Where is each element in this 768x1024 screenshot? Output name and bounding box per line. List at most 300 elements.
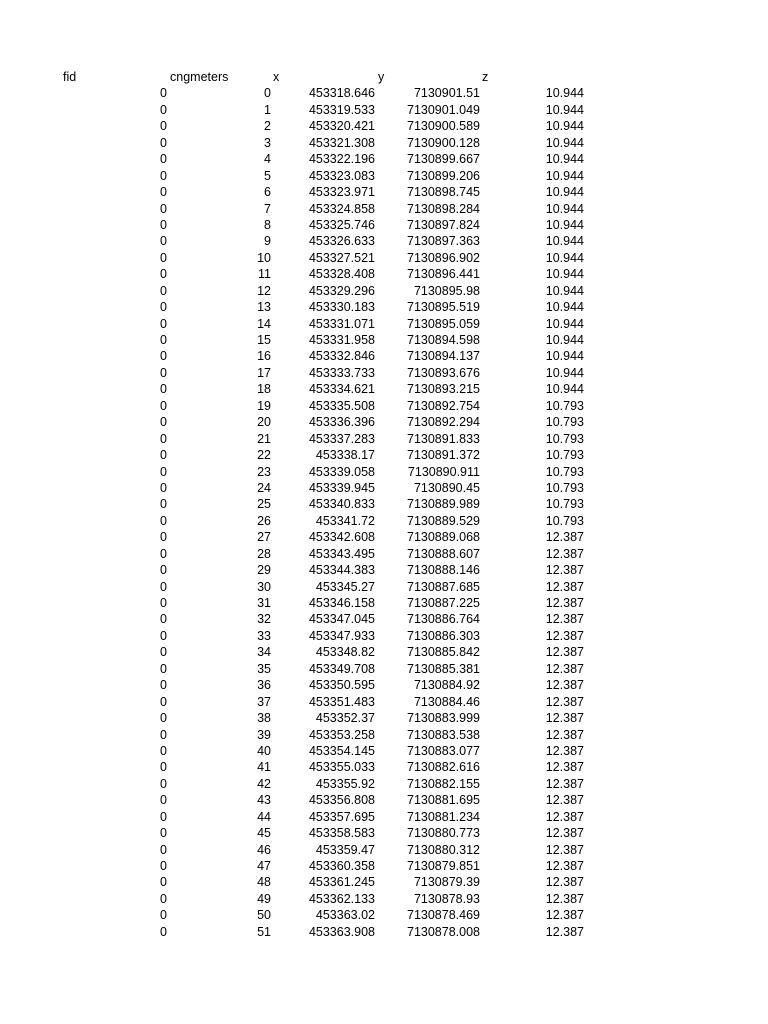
cell-fid: 0 bbox=[160, 826, 167, 841]
cell-y: 7130897.363 bbox=[407, 234, 480, 249]
cell-z: 10.793 bbox=[545, 497, 584, 512]
cell-z: 10.944 bbox=[545, 300, 584, 315]
cell-x: 453361.245 bbox=[308, 875, 375, 890]
cell-cngmeters: 18 bbox=[257, 382, 271, 397]
cell-y: 7130891.833 bbox=[407, 431, 480, 446]
cell-x: 453339.945 bbox=[308, 480, 375, 495]
cell-y: 7130883.999 bbox=[407, 711, 480, 726]
cell-cngmeters: 43 bbox=[257, 793, 271, 808]
cell-y: 7130885.842 bbox=[407, 645, 480, 660]
cell-x: 453348.82 bbox=[315, 645, 375, 660]
cell-x: 453337.283 bbox=[308, 431, 375, 446]
cell-z: 10.944 bbox=[545, 283, 584, 298]
cell-fid: 0 bbox=[160, 250, 167, 265]
cell-fid: 0 bbox=[160, 201, 167, 216]
cell-z: 10.944 bbox=[545, 152, 584, 167]
cell-y: 7130882.155 bbox=[407, 776, 480, 791]
cell-z: 10.944 bbox=[545, 102, 584, 117]
cell-cngmeters: 4 bbox=[264, 152, 271, 167]
cell-y: 7130893.215 bbox=[407, 382, 480, 397]
cell-cngmeters: 6 bbox=[264, 185, 271, 200]
cell-y: 7130898.745 bbox=[407, 185, 480, 200]
cell-y: 7130896.902 bbox=[407, 250, 480, 265]
cell-y: 7130894.598 bbox=[407, 333, 480, 347]
table-row bbox=[0, 579, 768, 595]
cell-z: 10.793 bbox=[545, 513, 584, 528]
cell-cngmeters: 21 bbox=[257, 431, 271, 446]
cell-cngmeters: 40 bbox=[257, 743, 271, 758]
cell-fid: 0 bbox=[160, 135, 167, 150]
cell-cngmeters: 10 bbox=[257, 250, 271, 265]
table-row bbox=[0, 102, 768, 118]
cell-cngmeters: 44 bbox=[257, 809, 271, 824]
table-row bbox=[0, 644, 768, 660]
cell-y: 7130895.519 bbox=[407, 300, 480, 315]
cell-x: 453332.846 bbox=[308, 349, 375, 364]
cell-x: 453340.833 bbox=[308, 497, 375, 512]
table-row bbox=[0, 266, 768, 282]
cell-z: 12.387 bbox=[545, 760, 584, 775]
cell-fid: 0 bbox=[160, 891, 167, 906]
cell-z: 12.387 bbox=[545, 891, 584, 906]
cell-z: 12.387 bbox=[545, 727, 584, 742]
cell-cngmeters: 47 bbox=[257, 859, 271, 873]
cell-x: 453322.196 bbox=[308, 152, 375, 167]
table-row bbox=[0, 348, 768, 364]
cell-y: 7130894.137 bbox=[407, 349, 480, 364]
cell-x: 453353.258 bbox=[308, 727, 375, 742]
cell-cngmeters: 7 bbox=[264, 201, 271, 216]
cell-y: 7130888.607 bbox=[407, 546, 480, 561]
cell-cngmeters: 11 bbox=[258, 267, 271, 282]
table-row bbox=[0, 332, 768, 348]
cell-z: 12.387 bbox=[545, 546, 584, 561]
cell-cngmeters: 46 bbox=[257, 842, 271, 857]
cell-z: 10.944 bbox=[545, 119, 584, 134]
cell-fid: 0 bbox=[160, 398, 167, 413]
cell-y: 7130889.989 bbox=[407, 497, 480, 512]
table-row bbox=[0, 891, 768, 907]
cell-fid: 0 bbox=[160, 579, 167, 594]
cell-x: 453360.358 bbox=[308, 859, 375, 873]
cell-x: 453339.058 bbox=[308, 464, 375, 479]
cell-fid: 0 bbox=[160, 448, 167, 463]
cell-z: 10.944 bbox=[545, 185, 584, 200]
cell-z: 12.387 bbox=[545, 645, 584, 660]
cell-x: 453342.608 bbox=[308, 530, 375, 545]
column-header-x: x bbox=[273, 70, 280, 84]
cell-z: 12.387 bbox=[545, 711, 584, 726]
table-row bbox=[0, 250, 768, 266]
table-row bbox=[0, 759, 768, 775]
cell-x: 453331.071 bbox=[308, 316, 375, 331]
cell-x: 453343.495 bbox=[308, 546, 375, 561]
cell-z: 10.793 bbox=[545, 480, 584, 495]
cell-fid: 0 bbox=[160, 645, 167, 660]
cell-y: 7130895.059 bbox=[407, 316, 480, 331]
cell-x: 453355.92 bbox=[315, 776, 375, 791]
cell-cngmeters: 48 bbox=[257, 875, 271, 890]
table-row bbox=[0, 151, 768, 167]
cell-fid: 0 bbox=[160, 119, 167, 134]
cell-y: 7130892.754 bbox=[407, 398, 480, 413]
cell-cngmeters: 32 bbox=[257, 612, 271, 627]
table-row bbox=[0, 924, 768, 940]
column-header-z: z bbox=[482, 70, 489, 84]
cell-cngmeters: 25 bbox=[257, 497, 271, 512]
cell-x: 453323.971 bbox=[308, 185, 375, 200]
cell-x: 453359.47 bbox=[315, 842, 375, 857]
cell-cngmeters: 24 bbox=[257, 480, 271, 495]
cell-fid: 0 bbox=[160, 678, 167, 693]
cell-z: 10.793 bbox=[545, 398, 584, 413]
cell-fid: 0 bbox=[160, 809, 167, 824]
cell-fid: 0 bbox=[160, 464, 167, 479]
cell-z: 12.387 bbox=[545, 596, 584, 610]
cell-fid: 0 bbox=[160, 152, 167, 167]
cell-y: 7130900.128 bbox=[407, 135, 480, 150]
cell-fid: 0 bbox=[160, 875, 167, 890]
cell-fid: 0 bbox=[160, 727, 167, 742]
cell-y: 7130885.381 bbox=[407, 661, 480, 676]
cell-y: 7130887.685 bbox=[407, 579, 480, 594]
cell-cngmeters: 0 bbox=[264, 86, 271, 101]
table-row bbox=[0, 447, 768, 463]
cell-y: 7130897.824 bbox=[407, 217, 480, 232]
cell-z: 10.944 bbox=[545, 365, 584, 380]
cell-fid: 0 bbox=[160, 859, 167, 873]
cell-fid: 0 bbox=[160, 628, 167, 643]
cell-y: 7130901.51 bbox=[413, 86, 480, 101]
cell-z: 10.944 bbox=[545, 135, 584, 150]
cell-x: 453351.483 bbox=[308, 694, 375, 709]
table-row bbox=[0, 217, 768, 233]
table-row bbox=[0, 496, 768, 512]
cell-x: 453325.746 bbox=[308, 217, 375, 232]
cell-x: 453346.158 bbox=[308, 596, 375, 610]
table-row bbox=[0, 710, 768, 726]
table-row bbox=[0, 184, 768, 200]
cell-x: 453341.72 bbox=[315, 513, 375, 528]
table-row bbox=[0, 661, 768, 677]
cell-z: 10.944 bbox=[545, 217, 584, 232]
cell-fid: 0 bbox=[160, 760, 167, 775]
cell-y: 7130889.529 bbox=[407, 513, 480, 528]
cell-y: 7130895.98 bbox=[413, 283, 480, 298]
table-row bbox=[0, 546, 768, 562]
cell-y: 7130892.294 bbox=[407, 415, 480, 430]
cell-fid: 0 bbox=[160, 316, 167, 331]
cell-cngmeters: 36 bbox=[257, 678, 271, 693]
cell-y: 7130889.068 bbox=[407, 530, 480, 545]
cell-fid: 0 bbox=[160, 283, 167, 298]
cell-x: 453356.808 bbox=[308, 793, 375, 808]
cell-x: 453321.308 bbox=[308, 135, 375, 150]
cell-cngmeters: 8 bbox=[264, 217, 271, 232]
table-row bbox=[0, 414, 768, 430]
table-row bbox=[0, 365, 768, 381]
cell-fid: 0 bbox=[160, 349, 167, 364]
cell-z: 10.944 bbox=[545, 234, 584, 249]
cell-fid: 0 bbox=[160, 793, 167, 808]
cell-z: 10.793 bbox=[545, 464, 584, 479]
cell-x: 453350.595 bbox=[308, 678, 375, 693]
spreadsheet-table bbox=[0, 69, 768, 940]
cell-fid: 0 bbox=[160, 661, 167, 676]
cell-z: 10.793 bbox=[545, 431, 584, 446]
cell-y: 7130878.008 bbox=[407, 924, 480, 939]
cell-x: 453354.145 bbox=[308, 743, 375, 758]
cell-x: 453357.695 bbox=[308, 809, 375, 824]
column-header-fid: fid bbox=[63, 70, 77, 84]
cell-x: 453352.37 bbox=[315, 711, 375, 726]
cell-y: 7130878.469 bbox=[407, 908, 480, 923]
cell-cngmeters: 22 bbox=[257, 448, 271, 463]
cell-x: 453362.133 bbox=[308, 891, 375, 906]
cell-fid: 0 bbox=[160, 234, 167, 249]
cell-x: 453334.621 bbox=[308, 382, 375, 397]
cell-x: 453336.396 bbox=[308, 415, 375, 430]
table-row bbox=[0, 431, 768, 447]
cell-x: 453363.908 bbox=[308, 924, 375, 939]
cell-x: 453335.508 bbox=[308, 398, 375, 413]
cell-cngmeters: 51 bbox=[257, 924, 271, 939]
cell-z: 10.944 bbox=[545, 201, 584, 216]
cell-z: 10.944 bbox=[545, 349, 584, 364]
cell-z: 10.793 bbox=[545, 448, 584, 463]
table-row bbox=[0, 299, 768, 315]
cell-z: 12.387 bbox=[545, 875, 584, 890]
cell-x: 453323.083 bbox=[308, 168, 375, 183]
table-row bbox=[0, 398, 768, 414]
cell-cngmeters: 39 bbox=[257, 727, 271, 742]
cell-y: 7130881.695 bbox=[407, 793, 480, 808]
cell-z: 12.387 bbox=[545, 661, 584, 676]
table-row bbox=[0, 809, 768, 825]
cell-cngmeters: 45 bbox=[257, 826, 271, 841]
cell-y: 7130879.39 bbox=[413, 875, 480, 890]
cell-cngmeters: 38 bbox=[257, 711, 271, 726]
cell-x: 453320.421 bbox=[308, 119, 375, 134]
cell-x: 453324.858 bbox=[308, 201, 375, 216]
cell-z: 12.387 bbox=[545, 826, 584, 841]
cell-z: 12.387 bbox=[545, 793, 584, 808]
cell-cngmeters: 17 bbox=[257, 365, 271, 380]
cell-cngmeters: 29 bbox=[257, 563, 271, 578]
cell-cngmeters: 12 bbox=[257, 283, 271, 298]
table-row bbox=[0, 168, 768, 184]
cell-fid: 0 bbox=[160, 168, 167, 183]
table-row bbox=[0, 316, 768, 332]
cell-cngmeters: 16 bbox=[257, 349, 271, 364]
cell-fid: 0 bbox=[160, 497, 167, 512]
table-row bbox=[0, 694, 768, 710]
cell-cngmeters: 5 bbox=[264, 168, 271, 183]
cell-fid: 0 bbox=[160, 596, 167, 610]
cell-x: 453344.383 bbox=[308, 563, 375, 578]
table-row bbox=[0, 529, 768, 545]
cell-fid: 0 bbox=[160, 102, 167, 117]
cell-fid: 0 bbox=[160, 563, 167, 578]
cell-fid: 0 bbox=[160, 924, 167, 939]
cell-fid: 0 bbox=[160, 217, 167, 232]
cell-x: 453326.633 bbox=[308, 234, 375, 249]
cell-fid: 0 bbox=[160, 908, 167, 923]
cell-x: 453327.521 bbox=[308, 250, 375, 265]
table-row bbox=[0, 595, 768, 611]
cell-y: 7130888.146 bbox=[407, 563, 480, 578]
cell-y: 7130890.45 bbox=[413, 480, 480, 495]
cell-fid: 0 bbox=[160, 480, 167, 495]
cell-x: 453363.02 bbox=[315, 908, 375, 923]
table-row bbox=[0, 464, 768, 480]
cell-z: 12.387 bbox=[545, 694, 584, 709]
cell-fid: 0 bbox=[160, 267, 167, 282]
cell-z: 10.944 bbox=[545, 333, 584, 347]
cell-cngmeters: 13 bbox=[257, 300, 271, 315]
cell-z: 12.387 bbox=[545, 924, 584, 939]
table-body bbox=[0, 85, 768, 940]
cell-x: 453355.033 bbox=[308, 760, 375, 775]
table-row bbox=[0, 513, 768, 529]
cell-fid: 0 bbox=[160, 513, 167, 528]
cell-x: 453329.296 bbox=[308, 283, 375, 298]
table-row bbox=[0, 628, 768, 644]
column-header-cngmeters: cngmeters bbox=[170, 70, 229, 84]
cell-x: 453358.583 bbox=[308, 826, 375, 841]
cell-y: 7130886.764 bbox=[407, 612, 480, 627]
table-row bbox=[0, 233, 768, 249]
table-row bbox=[0, 825, 768, 841]
cell-fid: 0 bbox=[160, 300, 167, 315]
table-row bbox=[0, 727, 768, 743]
cell-y: 7130879.851 bbox=[407, 859, 480, 873]
table-row bbox=[0, 842, 768, 858]
cell-y: 7130890.911 bbox=[407, 464, 480, 479]
cell-y: 7130901.049 bbox=[407, 102, 480, 117]
cell-y: 7130881.234 bbox=[407, 809, 480, 824]
table-row bbox=[0, 858, 768, 874]
cell-y: 7130886.303 bbox=[407, 628, 480, 643]
cell-fid: 0 bbox=[160, 415, 167, 430]
cell-x: 453338.17 bbox=[315, 448, 375, 463]
cell-cngmeters: 14 bbox=[257, 316, 271, 331]
cell-y: 7130893.676 bbox=[407, 365, 480, 380]
cell-fid: 0 bbox=[160, 333, 167, 347]
cell-z: 10.944 bbox=[545, 382, 584, 397]
table-row bbox=[0, 118, 768, 134]
cell-z: 12.387 bbox=[545, 908, 584, 923]
cell-y: 7130882.616 bbox=[407, 760, 480, 775]
cell-fid: 0 bbox=[160, 185, 167, 200]
cell-cngmeters: 34 bbox=[257, 645, 271, 660]
cell-cngmeters: 28 bbox=[257, 546, 271, 561]
cell-z: 10.944 bbox=[545, 316, 584, 331]
cell-y: 7130880.773 bbox=[407, 826, 480, 841]
cell-fid: 0 bbox=[160, 530, 167, 545]
cell-z: 10.944 bbox=[545, 86, 584, 101]
cell-cngmeters: 9 bbox=[264, 234, 271, 249]
cell-cngmeters: 30 bbox=[257, 579, 271, 594]
table-row bbox=[0, 611, 768, 627]
cell-z: 10.793 bbox=[545, 415, 584, 430]
cell-cngmeters: 33 bbox=[257, 628, 271, 643]
cell-z: 12.387 bbox=[545, 628, 584, 643]
cell-fid: 0 bbox=[160, 711, 167, 726]
cell-cngmeters: 27 bbox=[257, 530, 271, 545]
cell-fid: 0 bbox=[160, 86, 167, 101]
cell-x: 453330.183 bbox=[308, 300, 375, 315]
cell-x: 453347.933 bbox=[308, 628, 375, 643]
table-row bbox=[0, 792, 768, 808]
cell-fid: 0 bbox=[160, 694, 167, 709]
cell-y: 7130878.93 bbox=[413, 891, 480, 906]
cell-z: 12.387 bbox=[545, 842, 584, 857]
cell-cngmeters: 2 bbox=[264, 119, 271, 134]
cell-x: 453319.533 bbox=[308, 102, 375, 117]
cell-y: 7130899.667 bbox=[407, 152, 480, 167]
cell-z: 12.387 bbox=[545, 579, 584, 594]
table-row bbox=[0, 201, 768, 217]
cell-x: 453349.708 bbox=[308, 661, 375, 676]
cell-cngmeters: 15 bbox=[257, 333, 271, 347]
cell-fid: 0 bbox=[160, 612, 167, 627]
cell-x: 453347.045 bbox=[308, 612, 375, 627]
cell-y: 7130884.46 bbox=[413, 694, 480, 709]
column-header-y: y bbox=[378, 70, 385, 84]
table-row bbox=[0, 907, 768, 923]
table-row bbox=[0, 283, 768, 299]
cell-cngmeters: 41 bbox=[257, 760, 271, 775]
cell-z: 12.387 bbox=[545, 612, 584, 627]
cell-y: 7130887.225 bbox=[407, 596, 480, 610]
cell-y: 7130899.206 bbox=[407, 168, 480, 183]
cell-y: 7130896.441 bbox=[407, 267, 480, 282]
cell-cngmeters: 26 bbox=[257, 513, 271, 528]
cell-x: 453333.733 bbox=[308, 365, 375, 380]
cell-y: 7130883.077 bbox=[407, 743, 480, 758]
cell-y: 7130883.538 bbox=[407, 727, 480, 742]
cell-x: 453331.958 bbox=[308, 333, 375, 347]
cell-fid: 0 bbox=[160, 365, 167, 380]
cell-x: 453345.27 bbox=[315, 579, 375, 594]
cell-y: 7130891.372 bbox=[407, 448, 480, 463]
table-row bbox=[0, 874, 768, 890]
cell-x: 453318.646 bbox=[308, 86, 375, 101]
cell-cngmeters: 49 bbox=[257, 891, 271, 906]
cell-z: 12.387 bbox=[545, 809, 584, 824]
cell-cngmeters: 3 bbox=[264, 135, 271, 150]
cell-cngmeters: 35 bbox=[257, 661, 271, 676]
table-row bbox=[0, 562, 768, 578]
cell-y: 7130898.284 bbox=[407, 201, 480, 216]
cell-fid: 0 bbox=[160, 382, 167, 397]
cell-z: 12.387 bbox=[545, 530, 584, 545]
header-row bbox=[0, 69, 768, 85]
cell-z: 12.387 bbox=[545, 776, 584, 791]
table-row bbox=[0, 480, 768, 496]
cell-cngmeters: 23 bbox=[257, 464, 271, 479]
cell-cngmeters: 50 bbox=[257, 908, 271, 923]
table-row bbox=[0, 743, 768, 759]
cell-z: 10.944 bbox=[545, 168, 584, 183]
cell-y: 7130880.312 bbox=[407, 842, 480, 857]
cell-x: 453328.408 bbox=[308, 267, 375, 282]
cell-cngmeters: 31 bbox=[257, 596, 271, 610]
table-row bbox=[0, 677, 768, 693]
cell-z: 12.387 bbox=[545, 743, 584, 758]
cell-cngmeters: 37 bbox=[257, 694, 271, 709]
